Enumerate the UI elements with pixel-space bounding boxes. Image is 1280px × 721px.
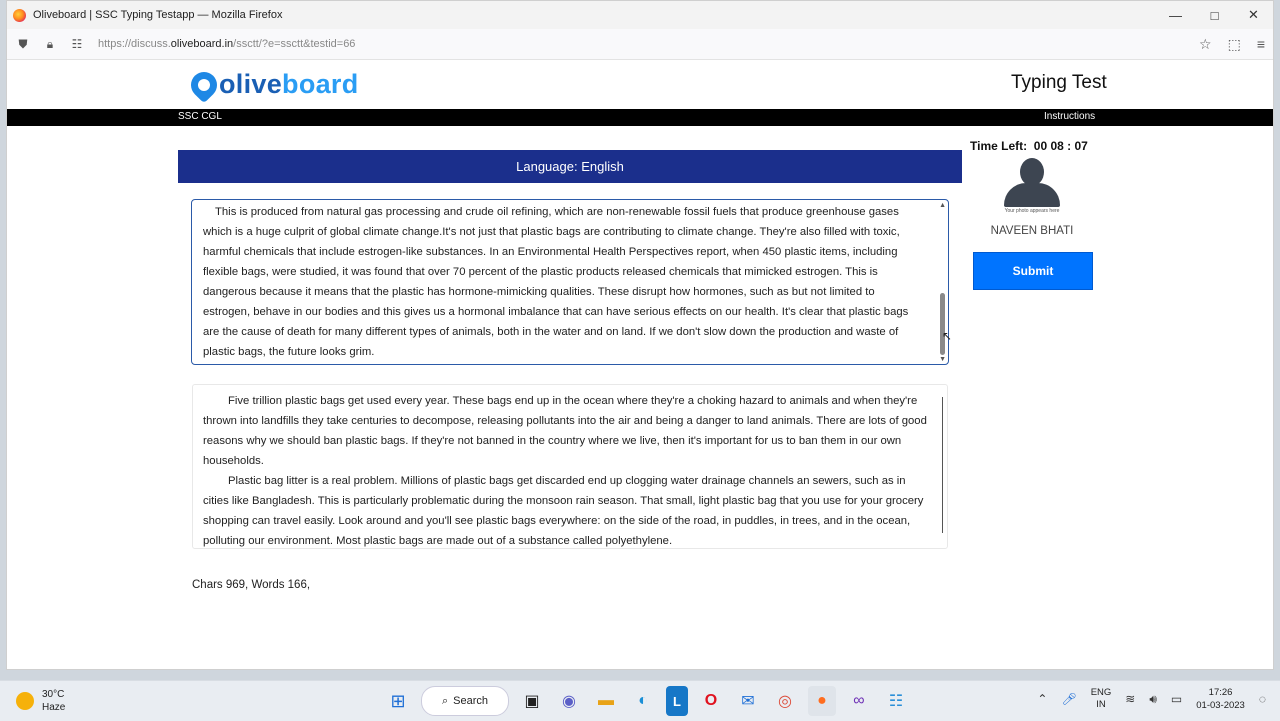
firefox-icon [13,9,26,22]
clock[interactable] [1196,686,1245,712]
taskbar-search[interactable] [421,686,509,716]
opera-icon[interactable]: O [704,692,718,709]
window-title: Oliveboard | SSC Typing Testapp — Mozilla Firefox [33,9,283,21]
lang-bottom: IN [1096,699,1106,710]
minimize-icon[interactable]: — [1169,7,1182,23]
notification-icon[interactable]: ◌ [1258,692,1266,706]
char-word-counter: Chars 969, Words 166, [192,579,311,591]
volume-icon[interactable]: 🔊︎ [1149,691,1157,706]
file-explorer-icon[interactable]: ▬ [598,692,614,709]
l-app-icon[interactable]: L [666,686,688,716]
scroll-down-icon[interactable]: ▼ [939,356,946,363]
bookmark-star-icon[interactable]: ☆ [1199,35,1212,52]
weather-text [42,688,65,714]
timer-label: Time Left: [970,139,1028,153]
chrome-icon[interactable]: ◎ [778,693,792,710]
timer-value: 00 08 : 07 [1033,139,1088,153]
scroll-up-icon[interactable]: ▲ [939,202,946,209]
toolbar-right [1199,29,1265,59]
avatar-head [1020,158,1044,186]
task-view-icon[interactable]: ▣ [524,693,540,710]
page-title: Typing Test [1011,72,1107,93]
clock-time: 17:26 [1208,687,1233,698]
exam-name: SSC CGL [178,111,222,122]
url-prefix: https://discuss. [98,38,171,50]
url-domain: oliveboard.in [170,38,234,50]
search-icon: ⌕ [441,694,449,707]
sun-haze-icon [16,692,34,710]
source-text-panel [192,384,948,549]
instructions-link[interactable]: Instructions [1044,111,1096,122]
weather-condition: Haze [42,702,66,713]
typing-input-area[interactable] [191,199,949,365]
submit-button[interactable]: Submit [973,252,1093,290]
weather-widget[interactable] [16,688,65,714]
system-tray [1037,686,1266,712]
wifi-icon[interactable]: ≋ [1125,692,1136,706]
source-scrollbar[interactable] [942,397,943,533]
source-paragraph: Five trillion plastic bags get used every year. These bags end up in the ocean where they're a choking hazard to animals and when they're thrown into landfills they take centuries to decompose, releasing pollutants into the air and being a danger to land animals. There are lots of good reasons why we should ban plastic bags. If they're not banned in the country where we live, then it's important for us to ban them in our own households. [203,395,927,467]
window-controls [1156,1,1273,29]
logo-text-olive: olive [219,69,283,99]
photo-caption: Your photo appears here [1004,208,1060,214]
close-icon[interactable]: ✕ [1248,7,1259,22]
input-language[interactable] [1091,687,1112,711]
edge-icon[interactable]: ◐ [638,692,648,709]
page-content [7,60,1273,670]
logo-text [219,69,359,100]
mail-icon[interactable]: ✉ [741,693,755,710]
permissions-icon[interactable]: ☷ [71,37,83,51]
mouse-cursor-icon: ↖ [942,329,953,343]
candidate-name: NAVEEN BHATI [990,225,1074,237]
menu-icon[interactable]: ≡ [1256,36,1265,52]
avatar-body [1004,183,1060,207]
app-purple-icon[interactable]: ∞ [853,692,865,709]
navigation-bar [7,29,1273,60]
address-bar[interactable] [98,38,355,50]
battery-icon[interactable]: ▭ [1170,692,1183,706]
temperature: 30°C [42,689,65,700]
exam-bar [7,109,1273,126]
browser-window [6,0,1274,670]
typed-text: This is produced from natural gas processing and crude oil refining, which are non-renewable fossil fuels that produce greenhouse gases which is a huge culprit of global climate change.It's not just that plastic bags are contributing to climate change. They're also filled with toxic, harmful chemicals that include estrogen-like substances. In an Environmental Health Perspectives report, when 450 plastic items, including flexible bags, were studied, it was found that over 70 percent of the plastic products released chemicals that mimicked estrogen. This is dangerous because it means that the plastic has hormone-mimicking qualities. These disrupt how hormones, such as but not limited to estrogen, behave in our bodies and this gives us a hormonal imbalance that can have serious effects on our health. It's clear that plastic bags are the cause of death for many different types of animals, both in the water and on land. If we don't slow down the production and waste of plastic bags, the future looks grim. [203,206,909,358]
candidate-photo [1001,156,1063,216]
clock-date: 01-03-2023 [1196,700,1245,711]
teams-icon[interactable]: ◉ [562,693,576,710]
scroll-thumb[interactable] [940,293,945,355]
language-label: Language: English [516,159,624,174]
title-bar [7,1,1273,29]
logo-drop-icon [186,66,223,103]
language-bar [178,150,962,183]
maximize-icon[interactable]: □ [1210,7,1219,23]
extensions-icon[interactable]: ⬚ [1227,35,1241,52]
taskbar-apps [384,686,910,716]
taskbar [0,680,1280,721]
logo-text-board: board [282,69,359,99]
chevron-up-icon[interactable]: ⌃ [1037,692,1048,706]
source-paragraph: Plastic bag litter is a real problem. Millions of plastic bags get discarded end up clogging water drainage channels an sewers, such as in cities like Bangladesh. This is particularly problematic during the monsoon rain season. That small, light plastic bag that you use for your grocery shopping can travel easily. Look around and you'll see plastic bags everywhere: on the side of the road, in puddles, in trees, and in the ocean, polluting our environment. Most plastic bags are made out of a substance called polyethylene. [203,475,924,547]
search-label: Search [453,695,489,707]
lock-icon[interactable]: 🔒︎ [46,36,54,51]
firefox-taskbar-icon[interactable]: ● [808,686,836,716]
shield-icon[interactable]: ⛊ [18,36,28,51]
oliveboard-logo [191,69,359,100]
windows-start-icon[interactable]: ⊞ [390,690,406,711]
notepad-icon[interactable]: ☷ [888,693,904,710]
lang-top: ENG [1090,687,1112,698]
timer [970,139,1088,153]
microphone-icon[interactable]: 🎤︎ [1061,692,1077,706]
url-suffix: /ssctt/?e=ssctt&testid=66 [233,38,356,50]
